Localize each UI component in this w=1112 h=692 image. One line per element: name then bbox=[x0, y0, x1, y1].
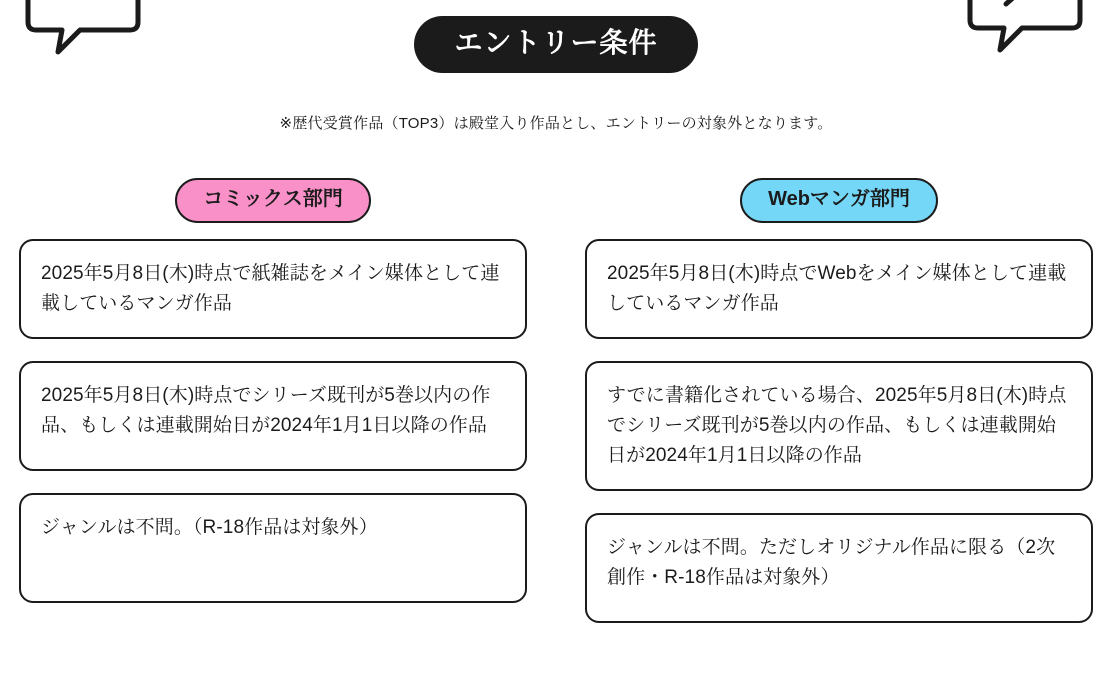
condition-card: ジャンルは不問。（R-18作品は対象外） bbox=[19, 493, 527, 603]
condition-card: 2025年5月8日(木)時点でWebをメイン媒体として連載しているマンガ作品 bbox=[585, 239, 1093, 339]
category-badge-comics: コミックス部門 bbox=[175, 178, 370, 223]
conditions-columns bbox=[0, 178, 1112, 623]
column-web bbox=[585, 178, 1093, 623]
condition-card: 2025年5月8日(木)時点でシリーズ既刊が5巻以内の作品、もしくは連載開始日が2024年1月1日以降の作品 bbox=[19, 361, 527, 471]
condition-card: ジャンルは不問。ただしオリジナル作品に限る（2次創作・R-18作品は対象外） bbox=[585, 513, 1093, 623]
page-title: エントリー条件 bbox=[414, 16, 697, 73]
entry-note: ※歴代受賞作品（TOP3）は殿堂入り作品とし、エントリーの対象外となります。 bbox=[279, 115, 833, 132]
page-title-container bbox=[0, 16, 1112, 73]
condition-card: 2025年5月8日(木)時点で紙雑誌をメイン媒体として連載しているマンガ作品 bbox=[19, 239, 527, 339]
category-badge-web: Webマンガ部門 bbox=[740, 178, 938, 223]
column-comics bbox=[19, 178, 527, 623]
condition-card: すでに書籍化されている場合、2025年5月8日(木)時点でシリーズ既刊が5巻以内の作品、もしくは連載開始日が2024年1月1日以降の作品 bbox=[585, 361, 1093, 491]
